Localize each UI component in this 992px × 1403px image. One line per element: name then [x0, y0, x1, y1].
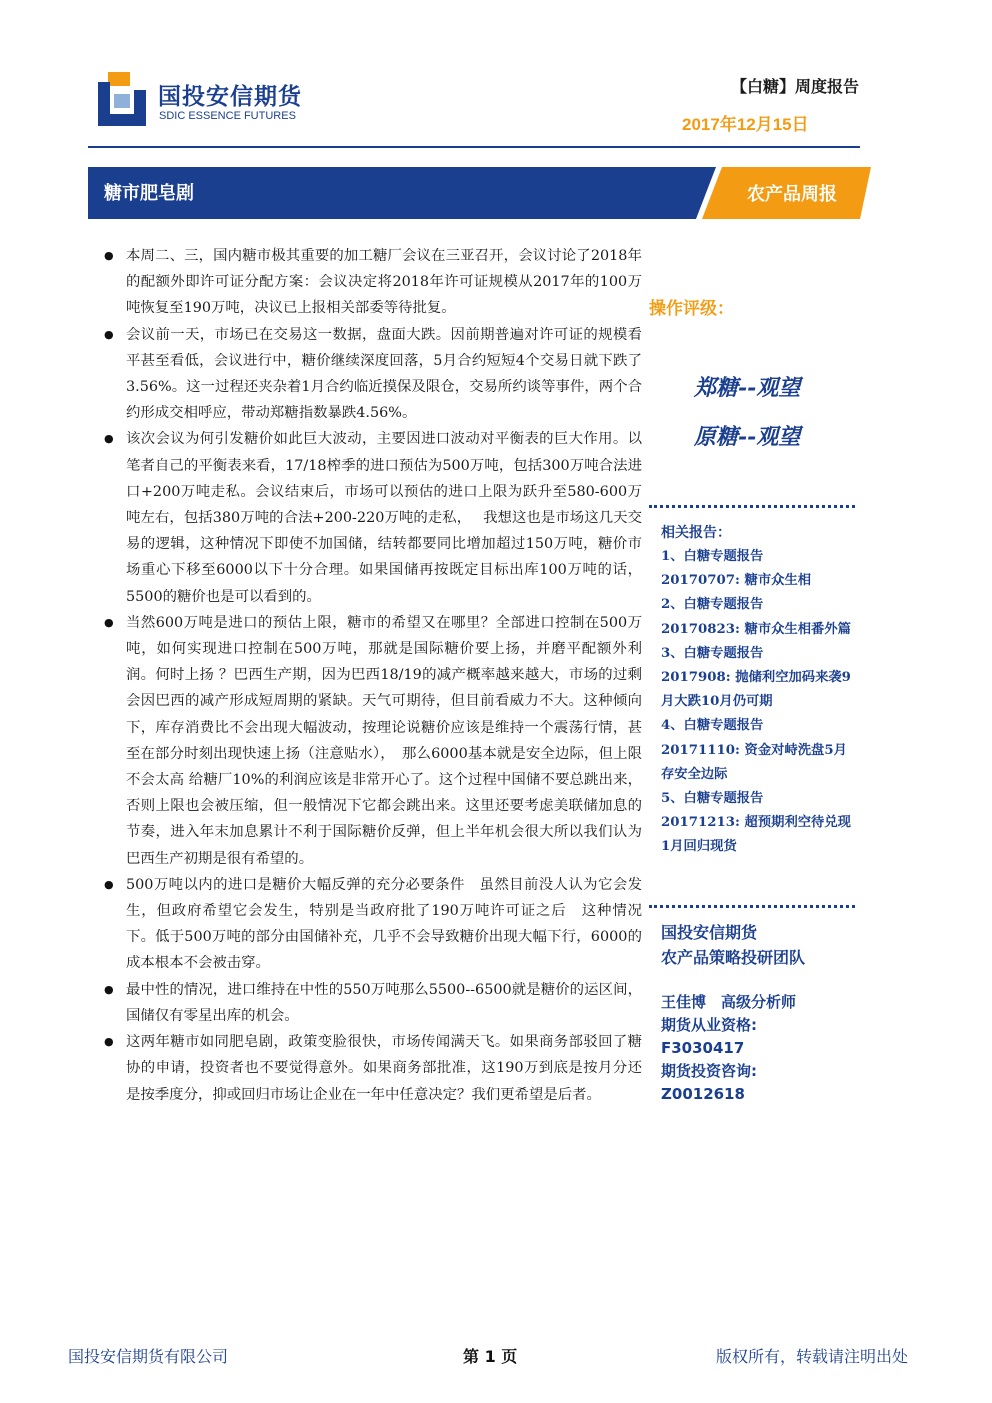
footer-page-number: 第 1 页: [463, 1347, 518, 1366]
related-report-item[interactable]: [661, 714, 857, 787]
related-report-title: 4、白糖专题报告: [661, 718, 764, 734]
analyst-consult-number: Z0012618: [661, 1085, 745, 1103]
related-report-title: 1、白糖专题报告: [661, 549, 764, 564]
logo-mark-icon: [98, 72, 146, 126]
body-paragraph: ● 本周二、三，国内糖市极其重要的加工糖厂会议在三亚召开，会议讨论了2018年的配额外即许可证分配方案：会议决定将2018年许可证规模从2017年的100万吨恢复至190万吨，决议已上报相关部委等待批复。: [104, 243, 642, 322]
footer-copyright: 版权所有，转载请注明出处: [716, 1347, 909, 1366]
report-title: 糖市肥皂剧: [104, 183, 194, 204]
body-paragraph: ● 500万吨以内的进口是糖价大幅反弹的充分必要条件 虽然目前没人认为它会发生，但政府希望它会发生，特别是当政府批了190万吨许可证之后 这种情况下。低于500万吨的部分由国储补充，几乎不会导致糖价出现大幅下行，6000的成本根本不会被击穿。: [104, 872, 642, 977]
team-company: 国投安信期货: [661, 923, 758, 942]
related-report-item[interactable]: [661, 545, 857, 593]
related-reports-header: 相关报告：: [661, 525, 731, 541]
report-date: 2017年12月15日: [682, 115, 809, 134]
title-banner: [88, 167, 871, 219]
team-name: 农产品策略投研团队: [661, 948, 806, 967]
logo-chinese-name: 国投安信期货: [158, 84, 302, 110]
logo-english-name: SDIC ESSENCE FUTURES: [159, 110, 296, 122]
related-report-desc: 20171110: 资金对峙洗盘5月存安全边际: [661, 742, 847, 782]
report-type: 【白糖】周度报告: [730, 77, 859, 96]
related-reports: [661, 521, 857, 860]
body-paragraph: ● 该次会议为何引发糖价如此巨大波动，主要因进口波动对平衡表的巨大作用。以笔者自己的平衡表来看，17/18榨季的进口预估为500万吨，包括300万吨合法进口+200万吨走私。会议结束后，市场可以预估的进口上限为跃升至580-600万吨左右，包括380万吨的合法+200-220万吨的走私， 我想这也是市场这几天交易的逻辑，这种情况下即使不加国储，结转都要同比增加超过150万吨，糖价市场重心下移至6000以下十分合理。如果国储再按既定目标出库100万吨的话，5500的糖价也是可以看到的。: [104, 426, 642, 609]
analyst-block: [661, 991, 861, 1106]
related-report-desc: 20170707: 糖市众生相: [661, 573, 812, 589]
related-report-item[interactable]: [661, 787, 857, 860]
related-report-desc: 2017908: 抛储利空加码来袭9月大跌10月仍可期: [661, 670, 851, 710]
body-paragraph: ● 当然600万吨是进口的预估上限，糖市的希望又在哪里？全部进口控制在500万吨，如何实现进口控制在500万吨，那就是国际糖价要上扬，并磨平配额外利润。何时上扬 ？巴西生产期，因为巴西18/19的减产概率越来越大，市场的过剩会因巴西的减产形成短周期的紧缺。天气可期待，但目前看威力不大。这种倾向下，库存消费比不会出现大幅波动，按理论说糖价应该是维持一个震荡行情，甚至在部分时刻出现快速上扬（注意贴水）， 那么6000基本就是安全边际，但上限不会太高 给糖厂10%的利润应该是非常开心了。这个过程中国储不要总跳出来，否则上限也会被压缩，但一般情况下它都会跳出来。这里还要考虑美联储加息的节奏，进入年末加息累计不利于国际糖价反弹，但上半年机会很大所以我们认为巴西生产初期是很有希望的。: [104, 610, 642, 872]
related-report-desc: 20170823: 糖市众生相番外篇: [661, 621, 851, 637]
analyst-license-number: F3030417: [661, 1039, 745, 1057]
related-report-title: 5、白糖专题报告: [661, 791, 764, 807]
rating-raw-sugar: 原糖--观望: [694, 424, 801, 450]
rating-zhengtang: 郑糖--观望: [694, 375, 801, 401]
body-paragraph: ● 会议前一天，市场已在交易这一数据，盘面大跌。因前期普遍对许可证的规模看平甚至看低，会议进行中，糖价继续深度回落，5月合约短短4个交易日就下跌了3.56%。这一过程还夹杂着1月合约临近摸保及限仓，交易所约谈等事件，两个合约形成交相呼应，带动郑糖指数暴跌4.56%。: [104, 322, 642, 427]
report-category-tag: 农产品周报: [747, 184, 837, 205]
sidebar-divider: [649, 905, 855, 908]
related-report-item[interactable]: [661, 593, 857, 641]
sidebar-divider: [649, 505, 855, 508]
report-body: [104, 243, 642, 1108]
related-report-title: 3、白糖专题报告: [661, 645, 764, 661]
analyst-consult-label: 期货投资咨询:: [661, 1062, 757, 1080]
footer-company: 国投安信期货有限公司: [68, 1347, 229, 1366]
header-divider: [88, 146, 860, 148]
related-report-item[interactable]: [661, 642, 857, 715]
related-report-title: 2、白糖专题报告: [661, 597, 764, 613]
analyst-license-label: 期货从业资格:: [661, 1016, 757, 1034]
company-logo: [98, 72, 308, 132]
analyst-name-title: 王佳博 高级分析师: [661, 993, 797, 1011]
rating-label: 操作评级：: [649, 299, 734, 319]
team-block: [661, 920, 881, 970]
body-paragraph: ● 这两年糖市如同肥皂剧，政策变脸很快，市场传闻满天飞。如果商务部驳回了糖协的申请，投资者也不要觉得意外。如果商务部批准，这190万到底是按月分还是按季度分，抑或回归市场让企业在一年中任意决定？我们更希望是后者。: [104, 1029, 642, 1108]
related-report-desc: 20171213: 超预期利空待兑现 1月回归现货: [661, 815, 851, 855]
body-paragraph: ● 最中性的情况，进口维持在中性的550万吨那么5500--6500就是糖价的运区间，国储仅有零星出库的机会。: [104, 977, 642, 1029]
